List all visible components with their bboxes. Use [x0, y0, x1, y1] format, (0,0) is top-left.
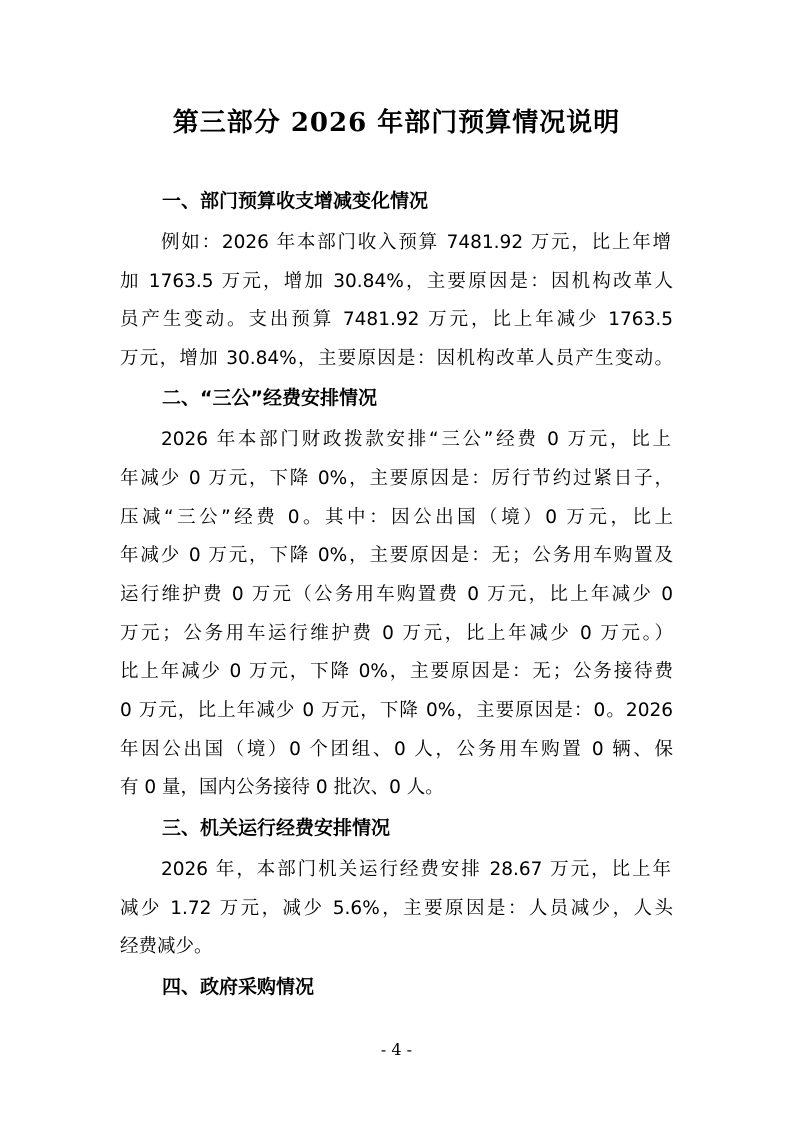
section-2-line-5: 运行维护费 0 万元（公务用车购置费 0 万元，比上年减少 0 [120, 584, 673, 605]
section-2-line-1: 2026 年本部门财政拨款安排“三公”经费 0 万元，比上 [161, 429, 671, 450]
section-3-line-3: 经费减少。 [120, 936, 213, 957]
section-heading-2: 二、“三公”经费安排情况 [162, 387, 377, 409]
section-1-line-4: 万元，增加 30.84%，主要原因是：因机构改革人员产生变动。 [120, 348, 673, 369]
section-2-line-3: 压减“三公”经费 0。其中：因公出国（境）0 万元，比上 [120, 507, 673, 528]
section-2-line-6: 万元；公务用车运行维护费 0 万元，比上年减少 0 万元。） [120, 623, 673, 644]
section-2-line-2: 年减少 0 万元，下降 0%，主要原因是：厉行节约过紧日子， [120, 468, 673, 489]
section-2-line-4: 年减少 0 万元，下降 0%，主要原因是：无；公务用车购置及 [120, 545, 673, 566]
section-heading-4: 四、政府采购情况 [162, 976, 315, 998]
section-1-line-2: 加 1763.5 万元，增加 30.84%，主要原因是：因机构改革人 [120, 271, 673, 292]
section-1-line-1: 例如：2026 年本部门收入预算 7481.92 万元，比上年增 [161, 232, 671, 253]
section-2-line-7: 比上年减少 0 万元，下降 0%，主要原因是：无；公务接待费 [120, 661, 673, 682]
section-2-line-8: 0 万元，比上年减少 0 万元，下降 0%，主要原因是：0。2026 [120, 700, 673, 721]
page-title: 第三部分 2026 年部门预算情况说明 [172, 108, 621, 138]
section-1-line-3: 员产生变动。支出预算 7481.92 万元，比上年减少 1763.5 [120, 309, 673, 330]
section-heading-3: 三、机关运行经费安排情况 [162, 817, 391, 839]
section-3-line-2: 减少 1.72 万元，减少 5.6%，主要原因是：人员减少，人头 [120, 898, 673, 919]
section-heading-1: 一、部门预算收支增减变化情况 [162, 190, 429, 212]
section-3-line-1: 2026 年，本部门机关运行经费安排 28.67 万元，比上年 [161, 859, 671, 880]
section-2-line-10: 有 0 量，国内公务接待 0 批次、0 人。 [120, 777, 444, 798]
section-2-line-9: 年因公出国（境）0 个团组、0 人，公务用车购置 0 辆、保 [120, 739, 673, 760]
page-number: - 4 - [380, 1040, 413, 1059]
